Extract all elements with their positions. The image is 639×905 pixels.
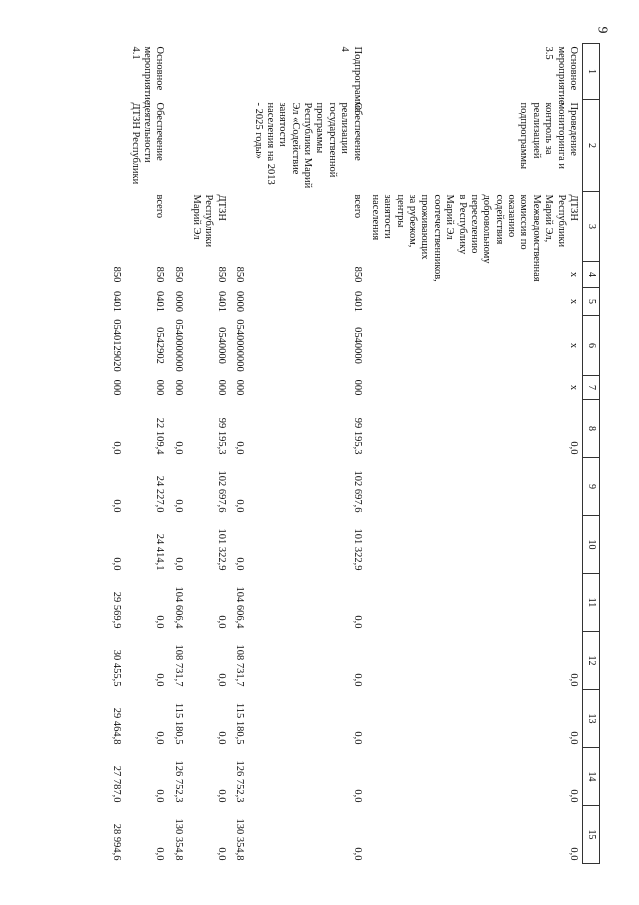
cell-value: 104 606,4 <box>233 586 245 628</box>
cell-value: 0,0 <box>567 672 579 686</box>
row-title: Обеспечение деятельности ДТЗН Республики <box>129 102 165 184</box>
cell-value: 115 180,5 <box>172 702 184 744</box>
cell-value: 126 752,3 <box>172 760 184 802</box>
cell-grbs: 850 <box>215 266 227 282</box>
header-cell: 7 <box>582 375 599 399</box>
cell-value: 0,0 <box>233 498 245 512</box>
header-cell: 12 <box>582 631 599 689</box>
header-cell: 8 <box>582 399 599 457</box>
cell-value: 0,0 <box>215 788 227 802</box>
header-cell: 14 <box>582 747 599 805</box>
cell-value: 0,0 <box>153 614 165 628</box>
cell-value: 22 109,4 <box>153 417 165 454</box>
cell-value: 108 731,7 <box>233 644 245 686</box>
cell-value: 0,0 <box>172 556 184 570</box>
cell-vr: 000 <box>233 379 245 395</box>
cell-value: 102 697,6 <box>215 470 227 512</box>
cell-value: 0,0 <box>215 672 227 686</box>
row-executor <box>106 191 124 261</box>
row-title <box>186 99 229 191</box>
cell-value: 0,0 <box>110 498 122 512</box>
header-cell: 6 <box>582 315 599 375</box>
cell-grbs: 850 <box>110 266 122 282</box>
cell-vr: 000 <box>351 379 363 395</box>
cell-value: 101 322,9 <box>351 528 363 570</box>
cell-grbs: 850 <box>233 266 245 282</box>
row-title: Проведение мониторинга и контроль за реализацией подпрограммы <box>518 102 579 169</box>
cell-value: 130 354,8 <box>233 818 245 860</box>
cell-value: 0,0 <box>351 730 363 744</box>
cell-value: 130 354,8 <box>172 818 184 860</box>
cell-rzpr: 0401 <box>153 290 165 312</box>
row-title <box>106 99 124 191</box>
cell-value: 0,0 <box>351 846 363 860</box>
row-title <box>168 99 186 191</box>
row-title: Обеспечение реализации государственной программы Республики Марий Эл «Содействие занятости населения на 2013 - 2025 годы» <box>252 102 363 188</box>
header-cell: 1 <box>582 43 599 99</box>
header-cell: 5 <box>582 287 599 315</box>
cell-vr: 000 <box>215 379 227 395</box>
cell-value: 115 180,5 <box>233 702 245 744</box>
header-cell: 13 <box>582 689 599 747</box>
header-cell: 2 <box>582 99 599 191</box>
cell-rzpr: 0000 <box>172 290 184 312</box>
cell-value: 0,0 <box>567 440 579 454</box>
cell-rzpr: 0401 <box>351 290 363 312</box>
row-executor <box>168 191 186 261</box>
table-row <box>125 43 168 863</box>
rotated-page <box>40 43 600 863</box>
cell-value <box>365 457 582 515</box>
cell-value: 108 731,7 <box>172 644 184 686</box>
table-row <box>168 43 186 863</box>
header-cell: 9 <box>582 457 599 515</box>
cell-value: 99 195,3 <box>215 417 227 454</box>
row-executor: ДТЗН Республики Марий Эл, Межведомственная комиссия по оказанию содействия добровольному переселению в Республику Марий Эл соотечественников, проживающих за рубежом, центры занятости населения <box>369 194 579 282</box>
row-code: Подпрограмма 4 <box>338 46 363 113</box>
cell-value: 0,0 <box>567 788 579 802</box>
header-cell: 4 <box>582 261 599 287</box>
cell-value <box>365 515 582 573</box>
cell-value: 0,0 <box>172 440 184 454</box>
cell-value: 24 414,1 <box>153 533 165 570</box>
row-executor <box>229 191 247 261</box>
cell-value: 0,0 <box>233 440 245 454</box>
cell-csr: 0540000000 <box>172 318 184 372</box>
cell-value: 0,0 <box>233 556 245 570</box>
cell-grbs: 850 <box>351 266 363 282</box>
cell-rzpr: х <box>567 298 579 304</box>
cell-value: 0,0 <box>567 730 579 744</box>
header-cell: 11 <box>582 573 599 631</box>
table-row <box>186 43 229 863</box>
cell-value: 0,0 <box>153 788 165 802</box>
row-executor: всего <box>351 194 363 218</box>
cell-vr: 000 <box>110 379 122 395</box>
cell-value: 0,0 <box>351 614 363 628</box>
header-row <box>582 43 599 863</box>
table-row <box>365 43 582 863</box>
row-executor: всего <box>153 194 165 218</box>
row-code <box>229 43 247 99</box>
cell-grbs: 850 <box>153 266 165 282</box>
row-code: Основное мероприятие 4.1 <box>129 46 165 104</box>
cell-csr: 0540000 <box>351 326 363 364</box>
cell-vr: 000 <box>153 379 165 395</box>
table-row <box>248 43 365 863</box>
cell-csr: х <box>567 342 579 348</box>
page-number: 9 <box>594 26 610 34</box>
cell-value: 29 464,8 <box>110 707 122 744</box>
cell-value: 24 227,0 <box>153 475 165 512</box>
cell-csr: 0540129020 <box>110 318 122 372</box>
cell-csr: 0540000000 <box>233 318 245 372</box>
cell-vr: 000 <box>172 379 184 395</box>
cell-value: 101 322,9 <box>215 528 227 570</box>
cell-rzpr: 0000 <box>233 290 245 312</box>
row-title <box>229 99 247 191</box>
row-code <box>106 43 124 99</box>
header-cell: 3 <box>582 191 599 261</box>
cell-value: 99 195,3 <box>351 417 363 454</box>
budget-table <box>106 43 599 864</box>
table-row <box>106 43 124 863</box>
cell-value: 0,0 <box>567 846 579 860</box>
cell-value: 104 606,4 <box>172 586 184 628</box>
cell-value <box>365 573 582 631</box>
cell-value: 0,0 <box>215 614 227 628</box>
cell-value: 126 752,3 <box>233 760 245 802</box>
header-cell: 15 <box>582 805 599 863</box>
cell-vr: х <box>567 384 579 390</box>
row-code <box>186 43 229 99</box>
cell-value: 0,0 <box>172 498 184 512</box>
cell-value: 0,0 <box>215 846 227 860</box>
cell-value: 0,0 <box>153 672 165 686</box>
header-cell: 10 <box>582 515 599 573</box>
cell-csr: 0540000 <box>215 326 227 364</box>
row-executor: ДТЗН Республики Марий Эл <box>190 194 227 247</box>
cell-csr: 0542902 <box>153 326 165 364</box>
cell-grbs: 850 <box>172 266 184 282</box>
cell-value: 102 697,6 <box>351 470 363 512</box>
row-code: Основное мероприятие 3.5 <box>542 46 579 104</box>
cell-value: 29 569,9 <box>110 591 122 628</box>
cell-value: 0,0 <box>351 788 363 802</box>
cell-value: 30 455,5 <box>110 649 122 686</box>
cell-grbs: х <box>567 271 579 277</box>
cell-value: 0,0 <box>215 730 227 744</box>
cell-value: 0,0 <box>110 556 122 570</box>
cell-value: 0,0 <box>351 672 363 686</box>
cell-value: 27 787,0 <box>110 765 122 802</box>
cell-rzpr: 0401 <box>215 290 227 312</box>
cell-value: 0,0 <box>153 730 165 744</box>
row-code <box>168 43 186 99</box>
table-row <box>229 43 247 863</box>
cell-value: 0,0 <box>153 846 165 860</box>
cell-value: 28 994,6 <box>110 823 122 860</box>
cell-rzpr: 0401 <box>110 290 122 312</box>
cell-value: 0,0 <box>110 440 122 454</box>
